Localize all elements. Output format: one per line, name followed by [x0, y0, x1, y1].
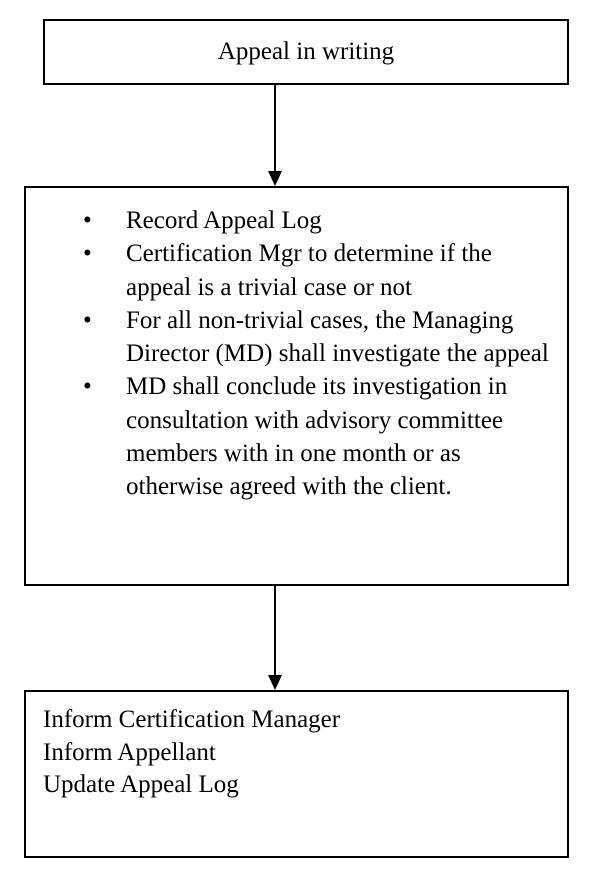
bullet-icon: •	[83, 373, 92, 401]
step-item-md-investigate	[26, 304, 567, 371]
step-text: For all non-trivial cases, the Managing Director (MD) shall investigate the appeal	[126, 306, 549, 368]
step-item-determine-trivial	[26, 237, 567, 304]
step-item-md-conclude	[26, 370, 567, 503]
bullet-icon: •	[83, 306, 92, 334]
process-steps-list	[26, 204, 567, 504]
update-appeal-log-text: Update Appeal Log	[43, 771, 239, 799]
arrow-1-head	[268, 171, 282, 186]
bullet-icon: •	[83, 240, 92, 268]
inform-appellant-text: Inform Appellant	[43, 738, 216, 766]
appeal-process-steps-box	[24, 186, 569, 586]
appeal-in-writing-label: Appeal in writing	[217, 38, 395, 65]
step-text: MD shall conclude its investigation in consultation with advisory committee members with in one month or as otherwise agreed with the client.	[126, 373, 508, 501]
inform-certification-manager-text: Inform Certification Manager	[43, 706, 341, 733]
step-item-record-log	[26, 204, 567, 237]
step-text: Record Appeal Log	[126, 207, 322, 234]
bullet-icon: •	[83, 207, 92, 234]
inform-parties-box	[24, 690, 569, 858]
arrow-2-head	[268, 675, 282, 690]
step-text: Certification Mgr to determine if the appeal is a trivial case or not	[126, 240, 492, 301]
